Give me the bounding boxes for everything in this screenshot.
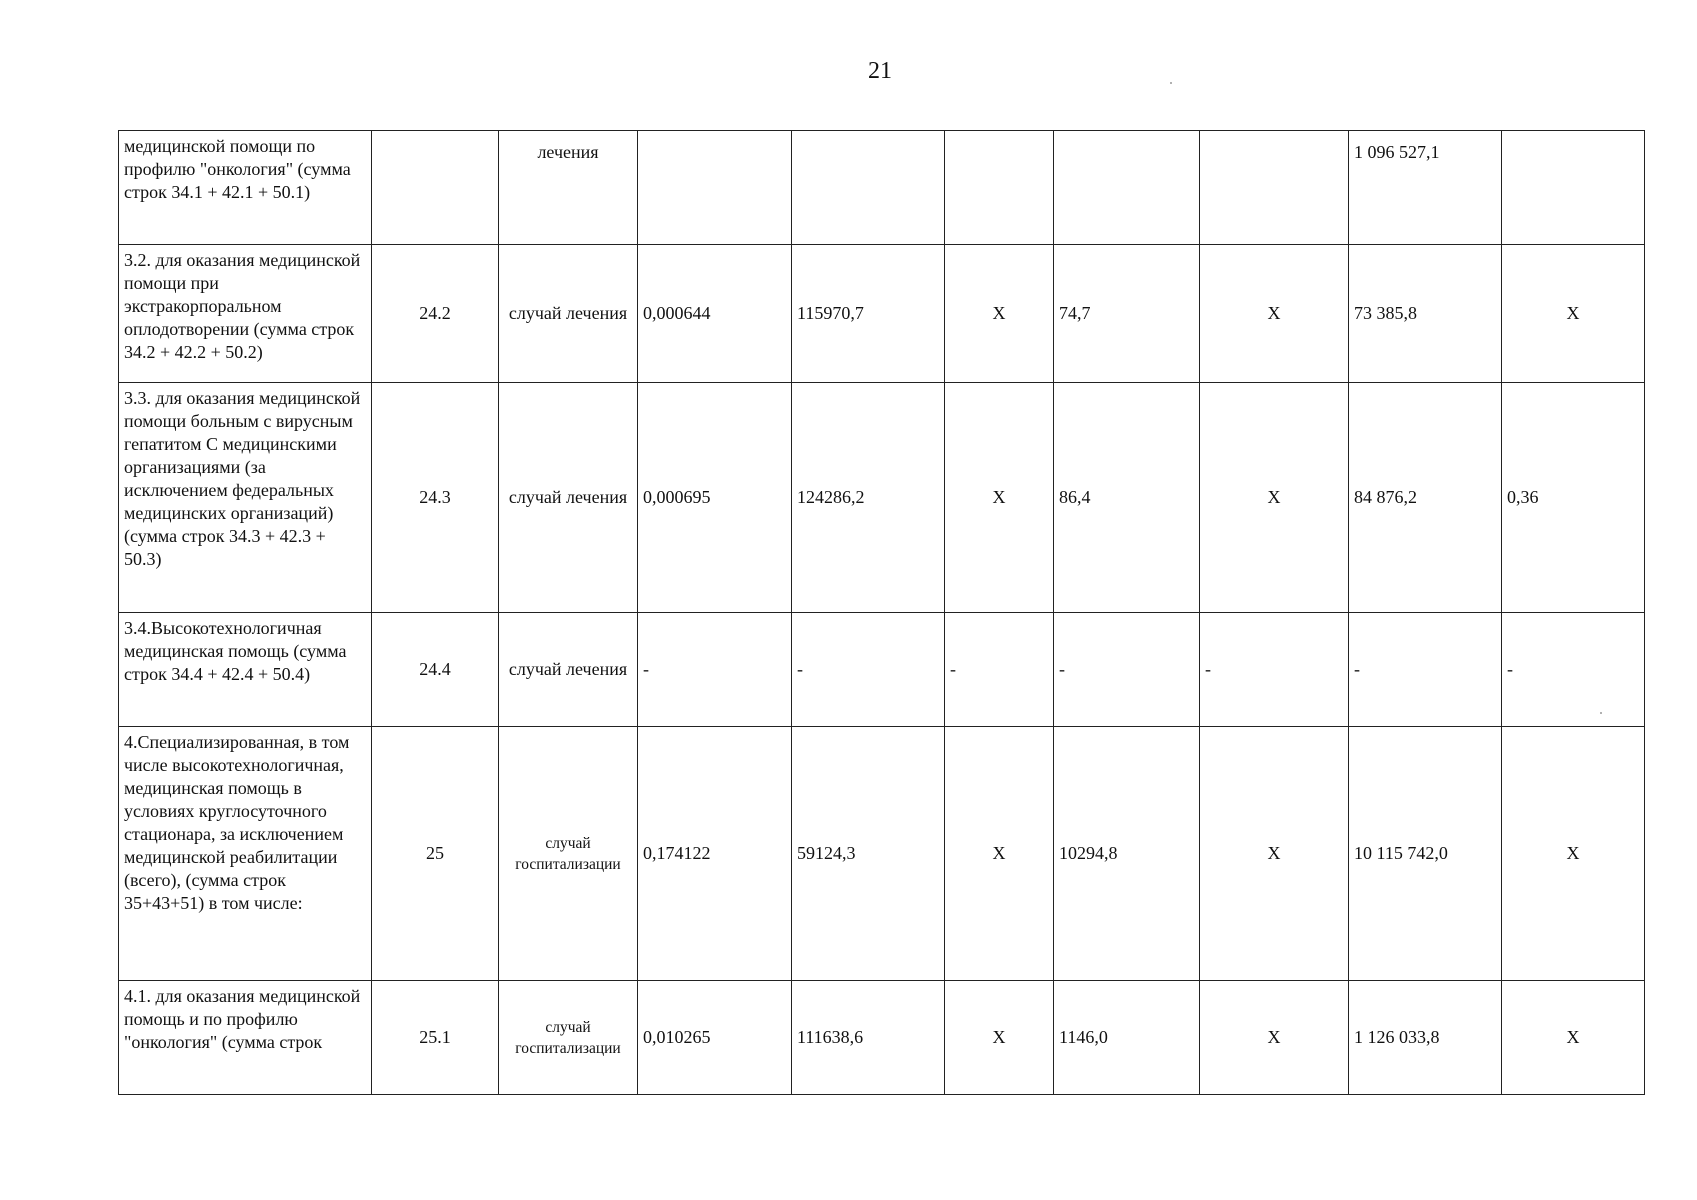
cost-cell: 124286,2 — [792, 383, 945, 613]
value-cell: X — [945, 245, 1054, 383]
value-cell — [1200, 131, 1349, 245]
value-cell: X — [945, 981, 1054, 1095]
table-row — [119, 383, 1645, 613]
unit-cell: лечения — [499, 131, 638, 245]
value-cell: - — [1502, 613, 1645, 727]
row-number-cell: 24.4 — [372, 613, 499, 727]
cost-cell: 115970,7 — [792, 245, 945, 383]
value-cell: 1 096 527,1 — [1349, 131, 1502, 245]
value-cell — [1054, 131, 1200, 245]
value-cell: 74,7 — [1054, 245, 1200, 383]
data-table — [118, 130, 1645, 1095]
row-name-cell: 3.2. для оказания медицинской помощи при экстракорпоральном оплодотворении (сумма строк 34.2 + 42.2 + 50.2) — [119, 245, 372, 383]
unit-cell: случай лечения — [499, 613, 638, 727]
value-cell: - — [945, 613, 1054, 727]
cost-cell: 59124,3 — [792, 727, 945, 981]
cost-cell — [792, 131, 945, 245]
row-number-cell: 25 — [372, 727, 499, 981]
unit-cell: случай госпитализации — [499, 727, 638, 981]
row-number-cell: 24.2 — [372, 245, 499, 383]
value-cell: 1146,0 — [1054, 981, 1200, 1095]
table-row — [119, 245, 1645, 383]
row-name-cell: 4.Специализированная, в том числе высокотехнологичная, медицинская помощь в условиях круглосуточного стационара, за исключением медицинской реабилитации (всего), (сумма строк 35+43+51) в том числе: — [119, 727, 372, 981]
value-cell: X — [1200, 981, 1349, 1095]
value-cell: X — [1200, 727, 1349, 981]
cost-cell: 111638,6 — [792, 981, 945, 1095]
row-number-cell: 25.1 — [372, 981, 499, 1095]
value-cell: - — [1200, 613, 1349, 727]
unit-cell: случай лечения — [499, 383, 638, 613]
value-cell: 10294,8 — [1054, 727, 1200, 981]
value-cell: X — [1200, 383, 1349, 613]
value-cell: X — [1502, 245, 1645, 383]
value-cell: X — [945, 383, 1054, 613]
row-number-cell — [372, 131, 499, 245]
norm-cell: - — [638, 613, 792, 727]
scan-speck — [1600, 712, 1602, 714]
norm-cell: 0,000695 — [638, 383, 792, 613]
cost-cell: - — [792, 613, 945, 727]
value-cell: 86,4 — [1054, 383, 1200, 613]
table-row — [119, 727, 1645, 981]
value-cell: X — [1502, 981, 1645, 1095]
value-cell — [945, 131, 1054, 245]
unit-cell: случай лечения — [499, 245, 638, 383]
value-cell: - — [1054, 613, 1200, 727]
value-cell: X — [1200, 245, 1349, 383]
value-cell: 73 385,8 — [1349, 245, 1502, 383]
value-cell: 10 115 742,0 — [1349, 727, 1502, 981]
norm-cell: 0,174122 — [638, 727, 792, 981]
row-name-cell: 3.4.Высокотехнологичная медицинская помощь (сумма строк 34.4 + 42.4 + 50.4) — [119, 613, 372, 727]
page-number: 21 — [868, 58, 892, 84]
table-row — [119, 981, 1645, 1095]
row-name-cell: 4.1. для оказания медицинской помощь и по профилю "онкология" (сумма строк — [119, 981, 372, 1095]
norm-cell — [638, 131, 792, 245]
value-cell: X — [945, 727, 1054, 981]
value-cell: 1 126 033,8 — [1349, 981, 1502, 1095]
row-name-cell: медицинской помощи по профилю "онкология" (сумма строк 34.1 + 42.1 + 50.1) — [119, 131, 372, 245]
value-cell: - — [1349, 613, 1502, 727]
value-cell: 0,36 — [1502, 383, 1645, 613]
value-cell: X — [1502, 727, 1645, 981]
norm-cell: 0,000644 — [638, 245, 792, 383]
row-number-cell: 24.3 — [372, 383, 499, 613]
value-cell — [1502, 131, 1645, 245]
value-cell: 84 876,2 — [1349, 383, 1502, 613]
unit-cell: случай госпитализации — [499, 981, 638, 1095]
row-name-cell: 3.3. для оказания медицинской помощи больным с вирусным гепатитом С медицинскими организациями (за исключением федеральных медицинских организаций) (сумма строк 34.3 + 42.3 + 50.3) — [119, 383, 372, 613]
norm-cell: 0,010265 — [638, 981, 792, 1095]
scan-speck — [1170, 82, 1172, 84]
table-row — [119, 613, 1645, 727]
table-row — [119, 131, 1645, 245]
